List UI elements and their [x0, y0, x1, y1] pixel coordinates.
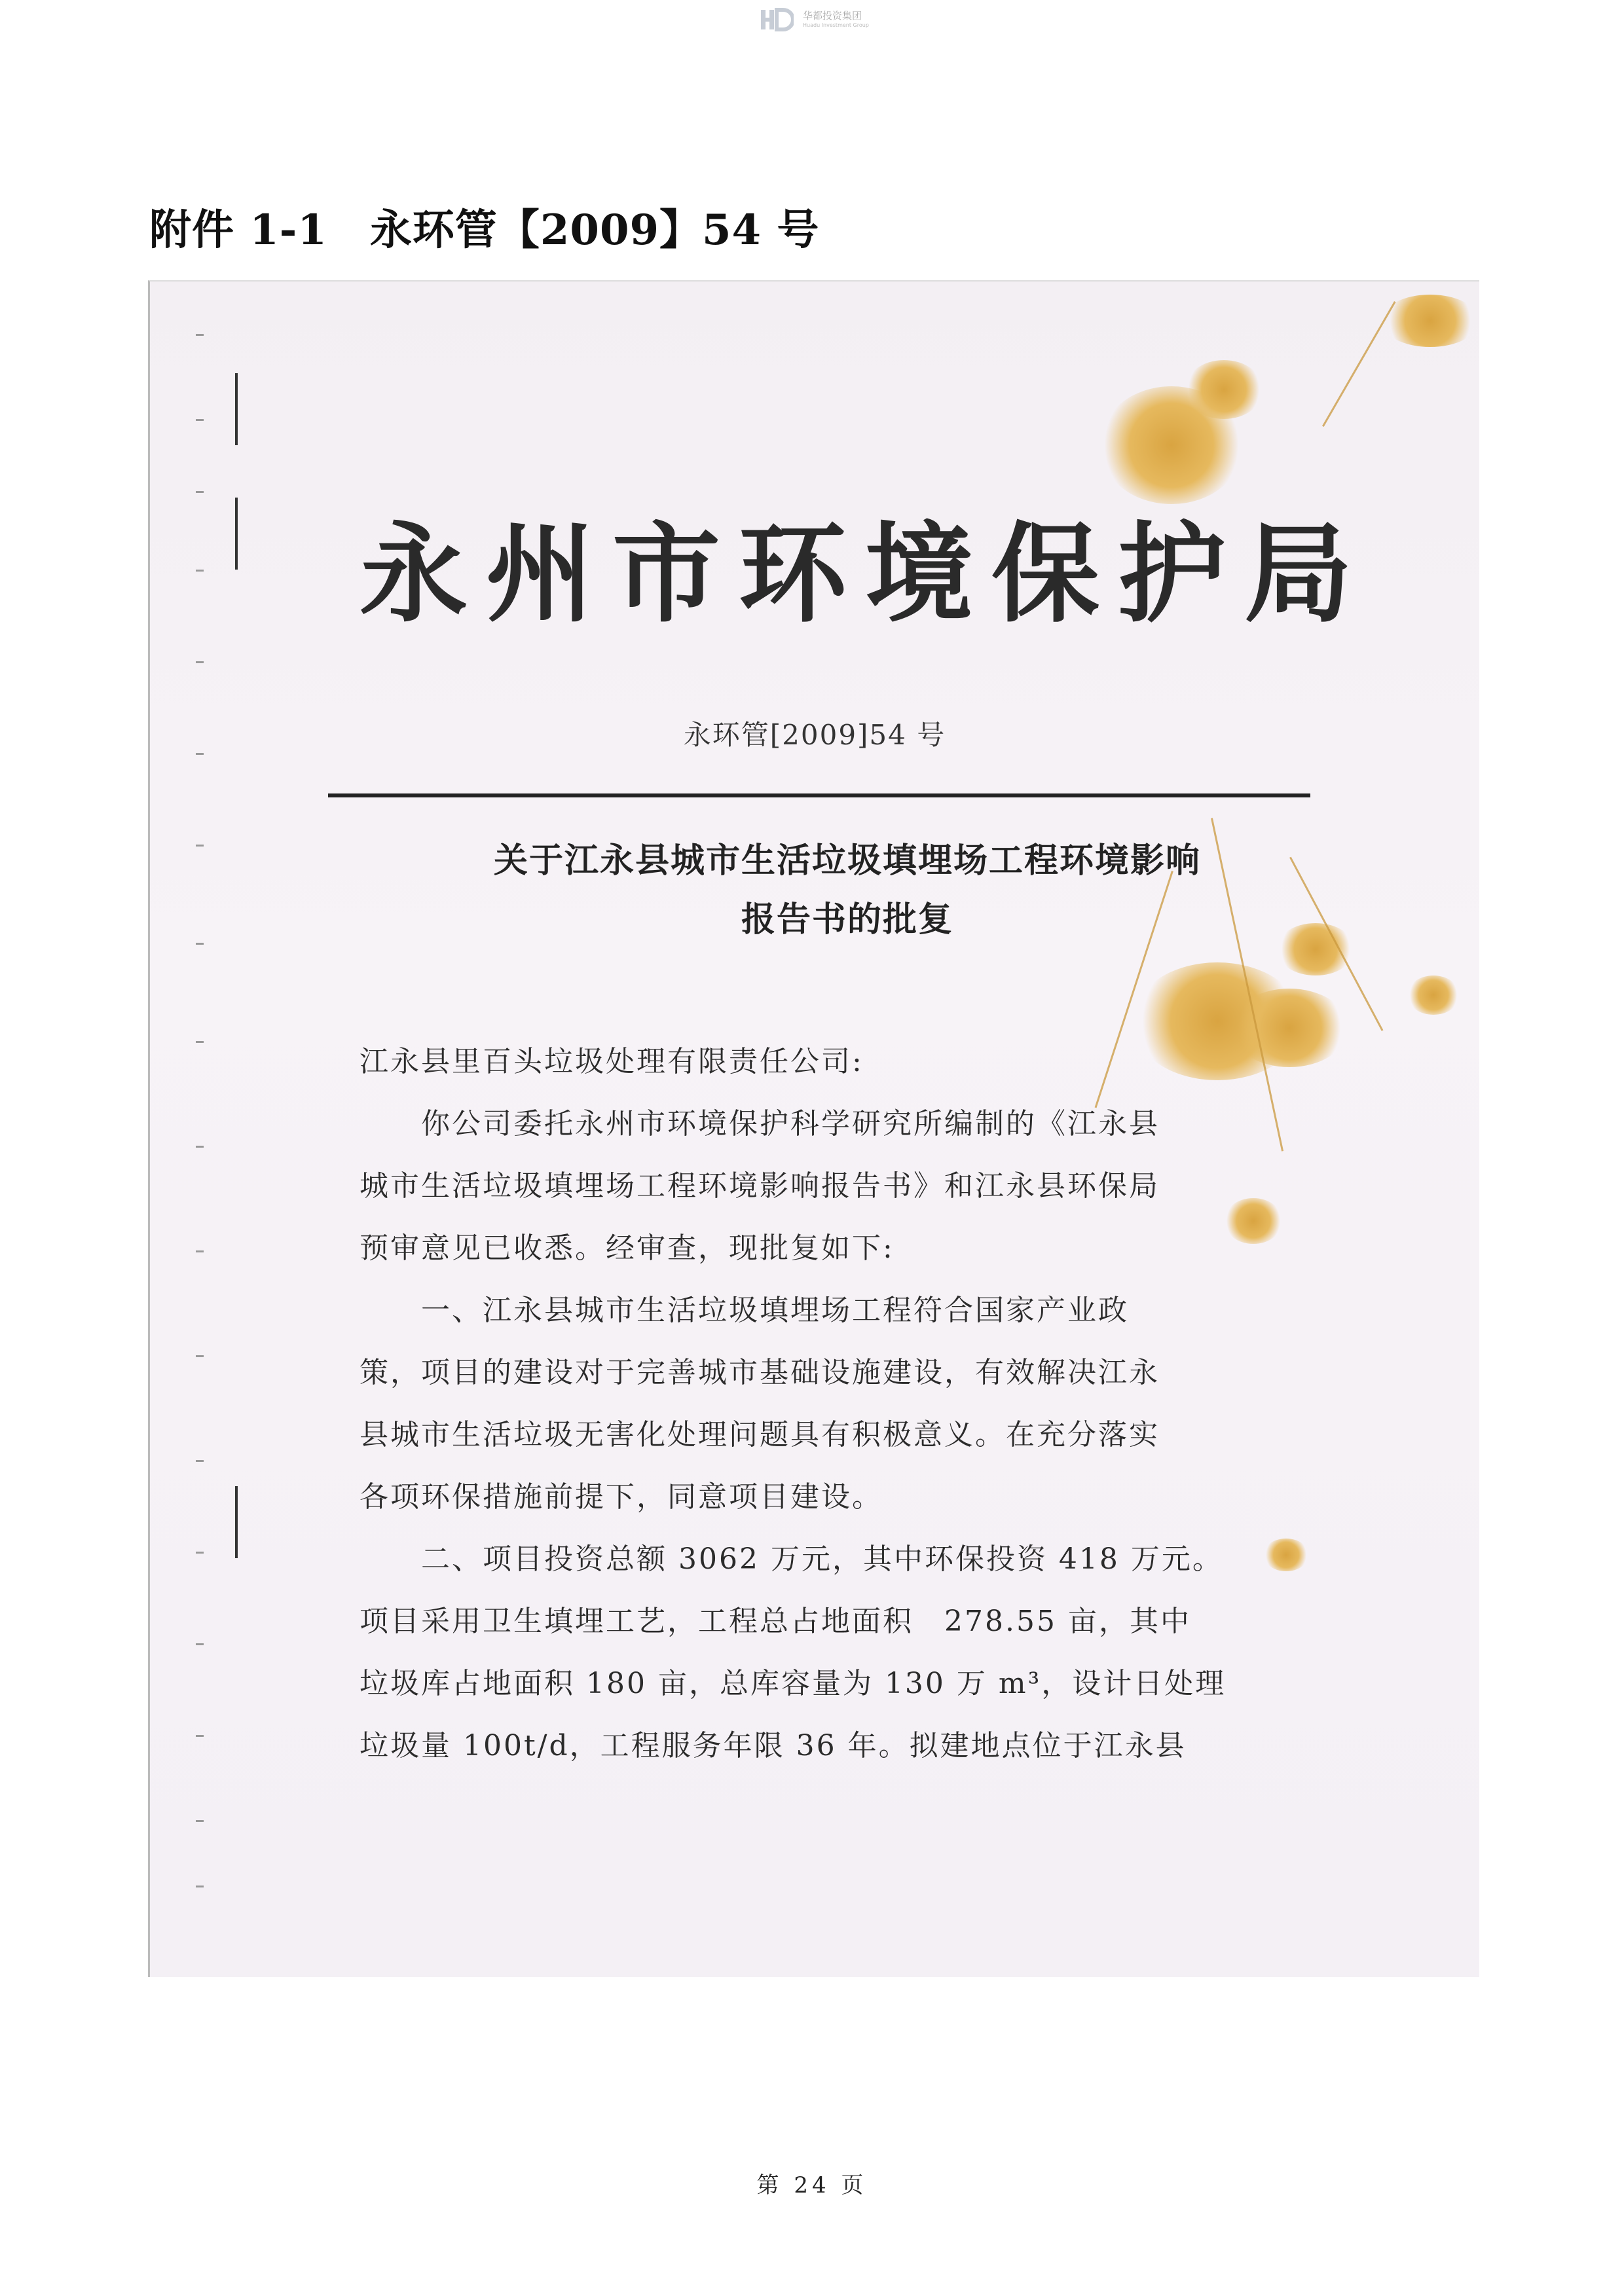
- body-line: 你公司委托永州市环境保护科学研究所编制的《江永县: [360, 1107, 1160, 1140]
- binder-bar: [235, 1486, 238, 1558]
- header-rule: [328, 793, 1310, 797]
- water-stain: [1407, 975, 1460, 1015]
- water-stain: [1224, 1198, 1283, 1244]
- binder-mark: [196, 1735, 204, 1737]
- water-stain: [1185, 360, 1263, 419]
- document-number: 永环管[2009]54 号: [683, 719, 946, 751]
- body-line: 垃圾库占地面积 180 亩，总库容量为 130 万 m³，设计日处理: [360, 1667, 1227, 1700]
- agency-name: 永州市环境保护局: [360, 511, 1371, 637]
- stain-streak: [1322, 301, 1396, 427]
- binder-mark: [196, 1146, 204, 1148]
- binder-mark: [196, 661, 204, 663]
- logo-chinese-text: 华都投资集团: [803, 10, 862, 22]
- hd-logo-icon: [760, 7, 794, 32]
- binder-mark: [196, 1643, 204, 1645]
- company-logo: [760, 5, 869, 34]
- binder-mark: [196, 1886, 204, 1887]
- logo-english-text: Huadu Investment Group: [803, 22, 869, 28]
- binder-mark: [196, 1250, 204, 1252]
- binder-mark: [196, 570, 204, 572]
- binder-mark: [196, 1355, 204, 1357]
- water-stain: [1230, 989, 1348, 1067]
- body-line: 江永县里百头垃圾处理有限责任公司:: [360, 1045, 864, 1078]
- body-line: 一、江永县城市生活垃圾填埋场工程符合国家产业政: [360, 1294, 1129, 1327]
- binder-mark: [196, 1041, 204, 1043]
- binder-bar: [235, 498, 238, 570]
- binder-mark: [196, 334, 204, 336]
- binder-mark: [196, 943, 204, 945]
- body-line: 垃圾量 100t/d，工程服务年限 36 年。拟建地点位于江永县: [360, 1729, 1187, 1762]
- scanned-document: [148, 280, 1479, 1977]
- body-line: 县城市生活垃圾无害化处理问题具有积极意义。在充分落实: [360, 1418, 1160, 1451]
- body-line: 各项环保措施前提下，同意项目建设。: [360, 1480, 883, 1514]
- document-title-line-2: 报告书的批复: [741, 900, 953, 939]
- binder-mark: [196, 1552, 204, 1554]
- water-stain: [1263, 1539, 1309, 1571]
- water-stain: [1381, 295, 1479, 347]
- binder-mark: [196, 491, 204, 493]
- binder-bar: [235, 373, 238, 445]
- body-line: 项目采用卫生填埋工艺，工程总占地面积 278.55 亩，其中: [360, 1605, 1191, 1638]
- binder-mark: [196, 753, 204, 755]
- body-line: 策，项目的建设对于完善城市基础设施建设，有效解决江永: [360, 1356, 1160, 1389]
- binder-mark: [196, 1820, 204, 1822]
- binder-mark: [196, 1460, 204, 1462]
- body-line: 二、项目投资总额 3062 万元，其中环保投资 418 万元。: [360, 1542, 1223, 1576]
- binder-mark: [196, 419, 204, 421]
- attachment-title: 附件 1-1 永环管【2009】54 号: [149, 206, 820, 255]
- body-line: 城市生活垃圾填埋场工程环境影响报告书》和江永县环保局: [360, 1169, 1160, 1203]
- body-line: 预审意见已收悉。经审查，现批复如下:: [360, 1231, 895, 1265]
- document-title-line-1: 关于江永县城市生活垃圾填埋场工程环境影响: [493, 841, 1201, 881]
- page-number: 第 24 页: [756, 2172, 868, 2198]
